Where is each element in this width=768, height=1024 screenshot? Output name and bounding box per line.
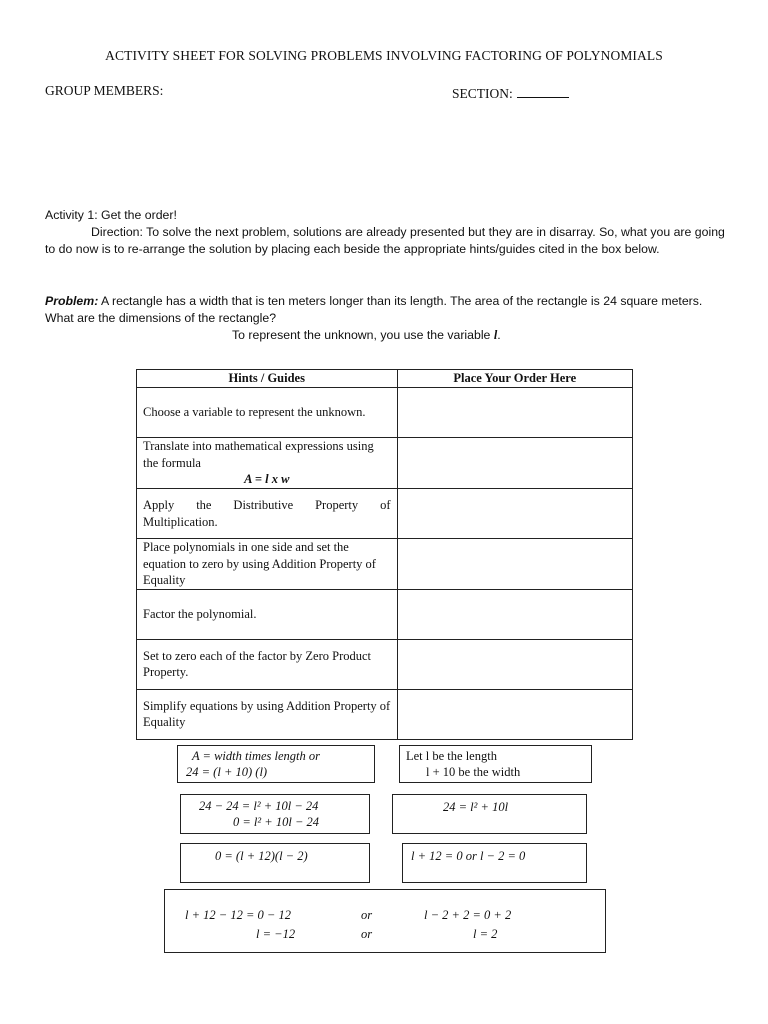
solution-box-distributive[interactable] [392, 794, 587, 834]
table-row [137, 388, 633, 438]
hint-cell [137, 589, 398, 639]
hint-text: Choose a variable to represent the unknown. [143, 405, 366, 420]
represent-note [232, 327, 501, 344]
section-label: SECTION: [452, 86, 513, 101]
solution-box-let[interactable] [399, 745, 592, 783]
solution-box-factor[interactable] [180, 843, 370, 883]
solution-zpp-line: l + 12 = 0 or l − 2 = 0 [411, 849, 526, 863]
hint-cell [137, 388, 398, 438]
section-blank [517, 83, 569, 98]
solution-box-zero[interactable] [180, 794, 370, 834]
order-cell[interactable] [397, 689, 632, 739]
hint-text: Factor the polynomial. [143, 606, 257, 621]
hints-table [136, 369, 633, 740]
order-cell[interactable] [397, 639, 632, 689]
represent-end: . [497, 328, 501, 342]
hint-cell [137, 438, 398, 489]
hint-cell [137, 689, 398, 739]
solution-area-line2: 24 = (l + 10) (l) [186, 765, 268, 779]
order-cell[interactable] [397, 489, 632, 539]
activity-heading: Activity 1: Get the order! [45, 208, 177, 222]
solution-box-simplify[interactable] [164, 889, 606, 953]
hint-cell [137, 489, 398, 539]
hint-cell [137, 639, 398, 689]
solution-zero-line1: 24 − 24 = l² + 10l − 24 [199, 799, 319, 813]
solution-factor-line: 0 = (l + 12)(l − 2) [215, 849, 308, 863]
hint-text: Apply the Distributive Property of Multiplication. [143, 498, 391, 529]
solution-let-line2: l + 10 be the width [426, 765, 521, 779]
simplify-left-line2: l = −12 [256, 927, 296, 941]
problem-label: Problem: [45, 294, 99, 308]
represent-text: To represent the unknown, you use the variable [232, 328, 494, 342]
solution-let-line1: Let l be the length [406, 749, 497, 763]
hint-formula: A = l x w [244, 472, 290, 487]
table-row [137, 589, 633, 639]
solution-box-area[interactable] [177, 745, 375, 783]
represent-variable: l [493, 328, 498, 342]
table-row [137, 489, 633, 539]
problem-statement [45, 293, 725, 327]
header-order: Place Your Order Here [397, 370, 632, 388]
order-cell[interactable] [397, 388, 632, 438]
solution-box-zpp[interactable] [402, 843, 587, 883]
hint-text: Place polynomials in one side and set the equation to zero by using Addition Property of Equality [143, 540, 376, 587]
simplify-right-line1: l − 2 + 2 = 0 + 2 [424, 908, 512, 922]
hint-text: Translate into mathematical expressions using the formula [143, 439, 374, 470]
hint-text: Simplify equations by using Addition Property of Equality [143, 698, 391, 729]
solution-dist-line: 24 = l² + 10l [443, 800, 509, 814]
simplify-or-1: or [361, 908, 373, 922]
table-row [137, 438, 633, 489]
solution-area-line1: A = width times length or [192, 749, 320, 763]
simplify-or-2: or [361, 927, 373, 941]
solution-zero-line2: 0 = l² + 10l − 24 [233, 815, 319, 829]
order-cell[interactable] [397, 589, 632, 639]
order-cell[interactable] [397, 438, 632, 489]
activity-direction: Direction: To solve the next problem, solutions are already presented but they are in disarray. So, what you are going to do now is to re-arrange the solution by placing each beside the appropriate hints/guides cited in the box below. [45, 225, 725, 256]
group-members-label: GROUP MEMBERS: [45, 83, 164, 98]
page-title: ACTIVITY SHEET FOR SOLVING PROBLEMS INVOLVING FACTORING OF POLYNOMIALS [105, 48, 663, 63]
simplify-right-line2: l = 2 [473, 927, 498, 941]
hint-text: Set to zero each of the factor by Zero Product Property. [143, 648, 372, 679]
table-row [137, 639, 633, 689]
table-row [137, 539, 633, 590]
hint-cell [137, 539, 398, 590]
order-cell[interactable] [397, 539, 632, 590]
problem-text: A rectangle has a width that is ten meters longer than its length. The area of the rectangle is 24 square meters. What are the dimensions of the rectangle? [45, 294, 703, 325]
table-row [137, 689, 633, 739]
header-hints: Hints / Guides [137, 370, 398, 388]
simplify-left-line1: l + 12 − 12 = 0 − 12 [185, 908, 291, 922]
table-header-row [137, 370, 633, 388]
section-field [452, 83, 569, 102]
